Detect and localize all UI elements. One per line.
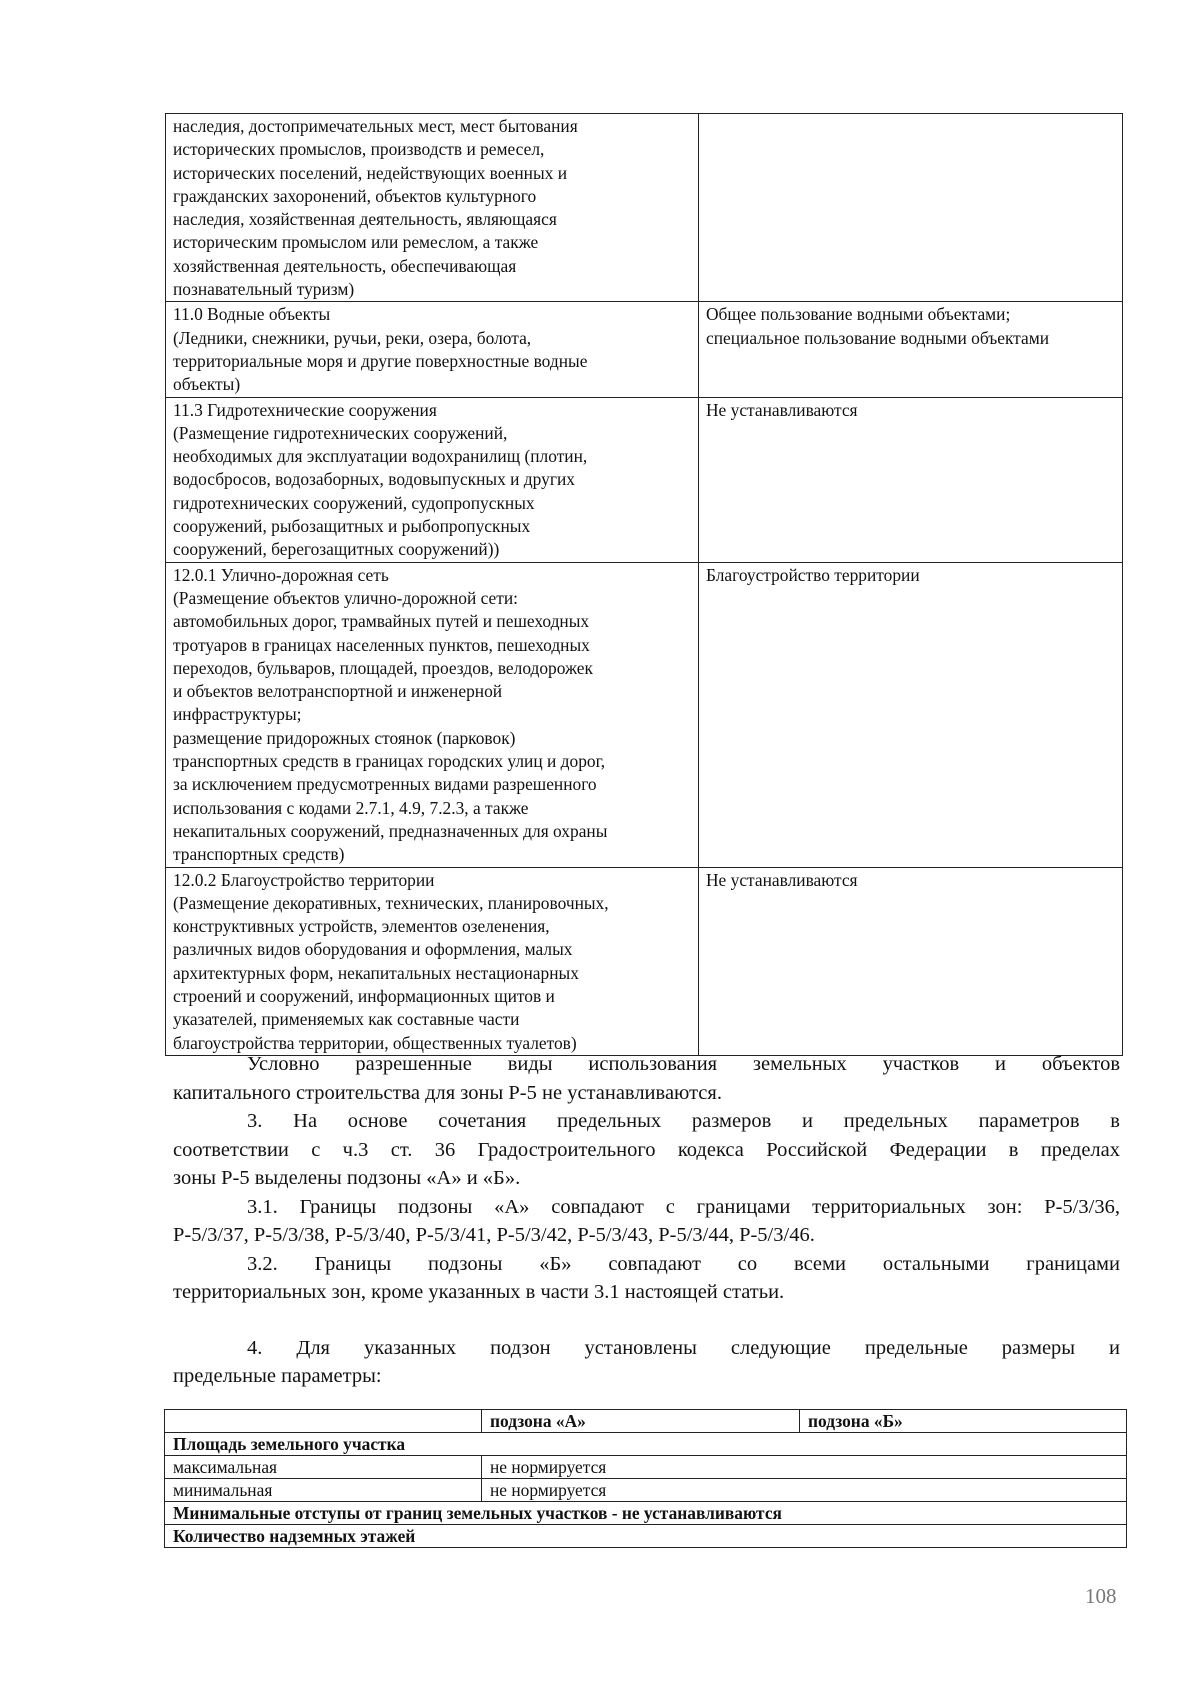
cell-line: наследия, достопримечательных мест, мест бытования — [173, 116, 578, 136]
text-line: зоны Р-5 выделены подзоны «А» и «Б». — [173, 1167, 521, 1189]
paragraph-conditional-uses — [173, 1050, 1120, 1107]
row-label-max: максимальная — [165, 1456, 482, 1479]
body-text — [173, 1050, 1120, 1391]
cell-line: 11.3 Гидротехнические сооружения — [173, 399, 437, 420]
header-cell-subzone-a: подзона «А» — [482, 1410, 800, 1433]
auxiliary-use-cell — [699, 397, 1123, 562]
cell-line: историческим промыслом или ремеслом, а также — [173, 232, 539, 253]
auxiliary-use-cell — [699, 302, 1123, 397]
cell-line: объекты) — [173, 374, 241, 395]
cell-line: транспортных средств) — [173, 844, 345, 865]
cell-line: некапитальных сооружений, предназначенных для охраны — [173, 820, 608, 841]
cell-line: Не устанавливаются — [706, 399, 858, 420]
cell-line: наследия, хозяйственная деятельность, являющаяся — [173, 209, 557, 230]
use-type-cell — [166, 114, 699, 302]
table-row — [166, 302, 1123, 397]
cell-line: Не устанавливаются — [706, 869, 858, 890]
cell-line: и объектов велотранспортной и инженерной — [173, 681, 503, 702]
cell-line: сооружений, берегозащитных сооружений)) — [173, 539, 500, 560]
cell-line: 12.0.2 Благоустройство территории — [173, 869, 435, 890]
header-cell-subzone-b: подзона «Б» — [800, 1410, 1127, 1433]
text-line: предельные параметры: — [173, 1365, 382, 1387]
subzone-parameters-table — [164, 1409, 1127, 1548]
cell-line: за исключением предусмотренных видами разрешенного — [173, 774, 597, 795]
use-type-cell — [166, 302, 699, 397]
cell-line: (Размещение гидротехнических сооружений, — [173, 422, 508, 443]
cell-line: различных видов оборудования и оформления, малых — [173, 939, 573, 960]
auxiliary-use-cell — [699, 114, 1123, 302]
cell-line: строений и сооружений, информационных щитов и — [173, 985, 555, 1006]
use-type-cell — [166, 397, 699, 562]
cell-line: исторических промыслов, производств и ремесел, — [173, 139, 545, 160]
cell-line: хозяйственная деятельность, обеспечивающая — [173, 255, 517, 276]
table-row — [165, 1433, 1127, 1456]
spacer — [173, 1307, 1120, 1334]
cell-line: размещение придорожных стоянок (парковок) — [173, 727, 516, 748]
table-row — [166, 867, 1123, 1055]
cell-line: водосбросов, водозаборных, водовыпускных и других — [173, 469, 575, 490]
cell-line: конструктивных устройств, элементов озеленения, — [173, 916, 550, 937]
header-cell-empty — [165, 1410, 482, 1433]
text-line: 3. На основе сочетания предельных размеров и предельных параметров в — [247, 1110, 1120, 1132]
cell-line: использования с кодами 2.7.1, 4.9, 7.2.3, а также — [173, 797, 529, 818]
cell-line: благоустройства территории, общественных туалетов) — [173, 1032, 577, 1053]
table-row — [166, 397, 1123, 562]
page-number: 108 — [1085, 1584, 1117, 1608]
paragraph-3-2 — [173, 1250, 1120, 1307]
text-line: территориальных зон, кроме указанных в части 3.1 настоящей статьи. — [173, 1281, 785, 1303]
section-floors: Количество надземных этажей — [165, 1525, 1127, 1548]
text-line: капитального строительства для зоны Р-5 не устанавливаются. — [173, 1081, 722, 1104]
cell-line: (Размещение объектов улично-дорожной сети: — [173, 587, 519, 608]
section-setbacks: Минимальные отступы от границ земельных участков - не устанавливаются — [165, 1502, 1127, 1525]
cell-line: автомобильных дорог, трамвайных путей и пешеходных — [173, 611, 590, 632]
cell-line: инфраструктуры; — [173, 704, 302, 725]
cell-line: указателей, применяемых как составные части — [173, 1009, 520, 1030]
paragraph-4 — [173, 1334, 1120, 1391]
auxiliary-use-cell — [699, 867, 1123, 1055]
cell-line: переходов, бульваров, площадей, проездов, велодорожек — [173, 657, 593, 678]
cell-line: 12.0.1 Улично-дорожная сеть — [173, 564, 389, 585]
cell-line: тротуаров в границах населенных пунктов, пешеходных — [173, 634, 590, 655]
row-value-max: не нормируется — [482, 1456, 1127, 1479]
text-line: соответствии с ч.3 ст. 36 Градостроительного кодекса Российской Федерации в пределах — [173, 1138, 1120, 1161]
cell-line: необходимых для эксплуатации водохранилищ (плотин, — [173, 446, 588, 467]
text-line: Р-5/3/37, Р-5/3/38, Р-5/3/40, Р-5/3/41, Р-5/3/42, Р-5/3/43, Р-5/3/44, Р-5/3/46. — [173, 1224, 815, 1246]
text-line: 3.1. Границы подзоны «А» совпадают с границами территориальных зон: Р-5/3/36, — [247, 1195, 1120, 1218]
table-row — [165, 1479, 1127, 1502]
cell-line: архитектурных форм, некапитальных нестационарных — [173, 962, 579, 983]
cell-line: Благоустройство территории — [706, 564, 920, 585]
text-line: 4. Для указанных подзон установлены следующие предельные размеры и — [247, 1336, 1120, 1359]
cell-line: (Ледники, снежники, ручьи, реки, озера, болота, — [173, 327, 532, 348]
auxiliary-use-cell — [699, 562, 1123, 867]
section-land-area: Площадь земельного участка — [165, 1433, 1127, 1456]
permitted-uses-table — [165, 113, 1123, 1056]
table-row — [166, 562, 1123, 867]
table-row — [165, 1525, 1127, 1548]
table-header-row — [165, 1410, 1127, 1433]
cell-line: территориальные моря и другие поверхностные водные — [173, 350, 588, 371]
permitted-uses-table-body — [166, 114, 1123, 1056]
cell-line: познавательный туризм) — [173, 279, 355, 300]
cell-line: (Размещение декоративных, технических, планировочных, — [173, 892, 609, 913]
table-row — [166, 114, 1123, 302]
row-label-min: минимальная — [165, 1479, 482, 1502]
paragraph-3 — [173, 1107, 1120, 1193]
cell-line: гидротехнических сооружений, судопропускных — [173, 492, 535, 513]
cell-line: гражданских захоронений, объектов культурного — [173, 185, 537, 206]
cell-line: 11.0 Водные объекты — [173, 304, 331, 325]
paragraph-3-1 — [173, 1193, 1120, 1250]
row-value-min: не нормируется — [482, 1479, 1127, 1502]
use-type-cell — [166, 867, 699, 1055]
table-row — [165, 1502, 1127, 1525]
use-type-cell — [166, 562, 699, 867]
table-row — [165, 1456, 1127, 1479]
text-line: 3.2. Границы подзоны «Б» совпадают со всеми остальными границами — [247, 1252, 1120, 1275]
cell-line: специальное пользование водными объектами — [706, 327, 1050, 348]
cell-line: транспортных средств в границах городских улиц и дорог, — [173, 751, 606, 772]
cell-line: сооружений, рыбозащитных и рыбопропускных — [173, 516, 531, 537]
cell-line: Общее пользование водными объектами; — [706, 304, 1011, 325]
text-line: Условно разрешенные виды использования земельных участков и объектов — [247, 1053, 1120, 1075]
cell-line: исторических поселений, недействующих военных и — [173, 162, 568, 183]
